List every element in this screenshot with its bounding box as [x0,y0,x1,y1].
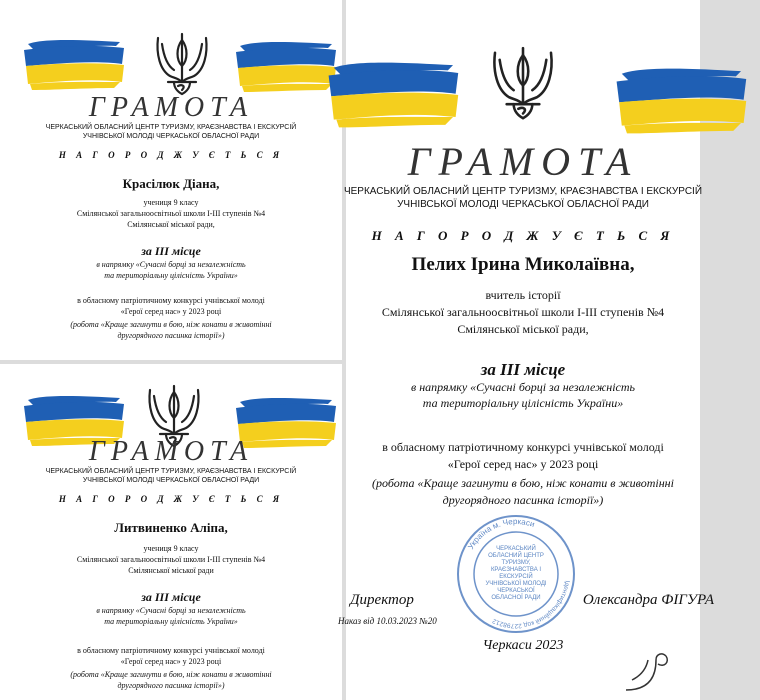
direction-line-2: та територіальну цілісність України» [422,396,624,410]
awarded-heading: Н А Г О Р О Д Ж У Є Т Ь С Я [58,494,284,504]
place-text: за ІІІ місце [141,590,201,604]
trident-icon [152,30,212,96]
city-year: Черкаси 2023 [482,638,564,653]
official-stamp [454,512,578,636]
work-line-1: (робота «Краще загинути в бою, ніж конати в животінні [70,670,272,679]
recipient-role: вчитель історії [485,288,561,302]
contest-line-1: в обласному патріотичному конкурсі учнівської молоді [77,646,265,655]
stamp-center-text: ЧЕРКАСЬКИЙ ОБЛАСНИЙ ЦЕНТР ТУРИЗМУ, КРАЄЗНАВСТВА І ЕКСКУРСІЙ УЧНІВСЬКОЇ МОЛОДІ ЧЕРКАСЬКОЇ ОБЛАСНОЇ РАДИ [485,546,547,601]
place-text: за ІІІ місце [141,244,201,258]
org-line-1: ЧЕРКАСЬКИЙ ОБЛАСНИЙ ЦЕНТР ТУРИЗМУ, КРАЄЗНАВСТВА І ЕКСКУРСІЙ [343,186,703,197]
certificate-3 [338,0,714,700]
contest-line-1: в обласному патріотичному конкурсі учнівської молоді [382,440,664,454]
recipient-name: Красілюк Діана, [122,176,220,191]
stamp-code: Ідентифікаційний код 22798212 [491,579,571,630]
work-line-2: другорядного пасинка історії») [117,681,225,690]
recipient-role: учениця 9 класу [143,198,199,207]
certificate-title: ГРАМОТА [88,436,254,467]
org-line-2: УЧНІВСЬКОЇ МОЛОДІ ЧЕРКАСЬКОЇ ОБЛАСНОЇ РАДИ [82,477,260,484]
recipient-council: Смілянської міської ради, [127,220,215,229]
org-line-1: ЧЕРКАСЬКИЙ ОБЛАСНИЙ ЦЕНТР ТУРИЗМУ, КРАЄЗНАВСТВА І ЕКСКУРСІЙ [45,468,297,475]
recipient-school: Смілянської загальноосвітньої школи І-ІІІ ступенів №4 [76,209,266,218]
recipient-name: Литвиненко Аліпа, [114,520,228,535]
work-line-1: (робота «Краще загинути в бою, ніж конати в животінні [372,476,674,490]
direction-line-2: та територіальну цілісність України» [104,617,238,626]
direction-line-1: в напрямку «Сучасні борці за незалежність [410,380,635,394]
contest-line-2: «Герої серед нас» у 2023 році [120,307,222,316]
ornament-corner [626,650,676,694]
work-line-1: (робота «Краще загинути в бою, ніж конати в животінні [70,320,272,329]
ukrainian-flag-right [614,66,754,136]
org-line-1: ЧЕРКАСЬКИЙ ОБЛАСНИЙ ЦЕНТР ТУРИЗМУ, КРАЄЗНАВСТВА І ЕКСКУРСІЙ [45,124,297,131]
recipient-name: Пелих Ірина Миколаївна, [411,254,635,275]
ukrainian-flag-left [326,60,466,130]
org-line-2: УЧНІВСЬКОЇ МОЛОДІ ЧЕРКАСЬКОЇ ОБЛАСНОЇ РАДИ [82,133,260,140]
recipient-school: Смілянської загальноосвітньої школи І-ІІІ ступенів №4 [381,305,665,319]
ukrainian-flag-left [24,38,128,92]
stamp-text: Україна м. Черкаси [466,516,536,551]
direction-line-2: та територіальну цілісність України» [104,271,238,280]
trident-icon [488,34,558,130]
org-line-2: УЧНІВСЬКОЇ МОЛОДІ ЧЕРКАСЬКОЇ ОБЛАСНОЇ РАДИ [397,199,649,210]
contest-line-2: «Герої серед нас» у 2023 році [120,657,222,666]
direction-line-1: в напрямку «Сучасні борці за незалежність [96,260,246,269]
work-line-2: другорядного пасинка історії») [442,493,604,507]
awarded-heading: Н А Г О Р О Д Ж У Є Т Ь С Я [371,228,675,243]
direction-line-1: в напрямку «Сучасні борці за незалежність [96,606,246,615]
place-text: за ІІІ місце [480,360,566,379]
director-label: Директор [350,592,414,608]
awarded-heading: Н А Г О Р О Д Ж У Є Т Ь С Я [58,150,284,160]
certificate-2 [0,364,342,700]
certificate-title: ГРАМОТА [88,92,254,123]
order-reference: Наказ від 10.03.2023 №20 [338,616,437,626]
contest-line-2: «Герої серед нас» у 2023 році [447,457,599,471]
recipient-school: Смілянської загальноосвітньої школи І-ІІІ ступенів №4 [76,555,266,564]
work-line-2: другорядного пасинка історії») [117,331,225,340]
ukrainian-flag-right [236,40,340,94]
certificate-title: ГРАМОТА [407,139,639,184]
director-name: Олександра ФІГУРА [582,592,714,608]
contest-line-1: в обласному патріотичному конкурсі учнівської молоді [77,296,265,305]
recipient-council: Смілянської міської ради, [457,322,589,336]
recipient-role: учениця 9 класу [143,544,199,553]
recipient-council: Смілянської міської ради [128,566,214,575]
